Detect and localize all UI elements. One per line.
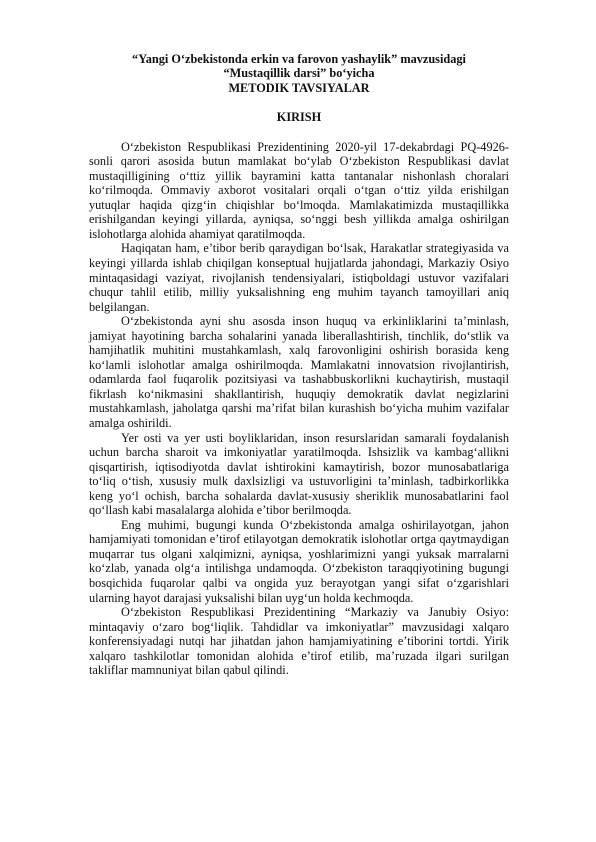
paragraph-1: O‘zbekiston Respublikasi Prezidentining 2020-yil 17-dekabrdagi PQ-4926-sonli qarori asosida butun mamlakat bo‘ylab O‘zbekiston Respublikasi davlat mustaqilligining o‘ttiz yillik bayramini katta tantanalar nishonlash choralari ko‘rilmoqda. Ommaviy axborot vositalari orqali o‘tgan o‘ttiz yilda erishilgan yutuqlar haqida qizg‘in chiqishlar bo‘lmoqda. Mamlakatimizda mustaqillikka erishilgandan keyingi yillarda, ayniqsa, so‘nggi besh yillikda amalga oshirilgan islohotlarga alohida ahamiyat qaratilmoqda. <box>89 139 509 241</box>
paragraph-2: Haqiqatan ham, e’tibor berib qaraydigan bo‘lsak, Harakatlar strategiyasida va keyingi yillarda ishlab chiqilgan konseptual hujjatlarda jahondagi, Markaziy Osiyo mintaqasidagi vaziyat, rivojlanish tendensiyalari, istiqboldagi ustuvor vazifalari chuqur tahlil etilib, milliy yuksalishning eng muhim tayanch tamoyillari aniq belgilangan. <box>89 241 509 314</box>
paragraph-6: O‘zbekiston Respublikasi Prezidentining “Markaziy va Janubiy Osiyo: mintaqaviy o‘zaro bog‘liqlik. Tahdidlar va imkoniyatlar” mavzusidagi xalqaro konferensiyadagi nutqi har jihatdan jahon hamjamiyatining e’tiborini tortdi. Yirik xalqaro tashkilotlar tomonidan alohida e’tirof etilib, ma’ruzada ilgari surilgan takliflar mamnuniyat bilan qabul qilindi. <box>89 605 509 678</box>
title-line-2: “Mustaqillik darsi” bo‘yicha <box>223 66 375 81</box>
paragraph-3: O‘zbekistonda ayni shu asosda inson huquq va erkinliklarini ta’minlash, jamiyat hayotining barcha sohalarini yanada liberallashtirish, tinchlik, do‘stlik va hamjihatlik muhitini mustahkamlash, xalq farovonligini oshirish borasida keng ko‘lamli islohotlar amalga oshirilmoqda. Mamlakatni innovatsion rivojlantirish, odamlarda faol fuqarolik pozitsiyasi va tashabbuskorlikni kuchaytirish, mustaqil fikrlash ko‘nikmasini shakllantirish, huquqiy demokratik davlat negizlarini mustahkamlash, jaholatga qarshi ma’rifat bilan kurashish bo‘yicha muhim vazifalar amalga oshirildi. <box>89 314 509 431</box>
document-title <box>89 52 509 95</box>
paragraph-4: Yer osti va yer usti boyliklaridan, inson resurslaridan samarali foydalanish uchun barcha sharoit va imkoniyatlar yaratilmoqda. Ishsizlik va kambag‘allikni qisqartirish, iqtisodiyotda davlat ishtirokini kamaytirish, bozor munosabatlariga to‘liq o‘tish, xususiy mulk daxlsizligi va ustuvorligini ta’minlash, tadbirkorlikka keng yo‘l ochish, barcha sohalarda davlat-xususiy sheriklik munosabatlarini faol qo‘llash kabi masalalarga alohida e’tibor berilmoqda. <box>89 430 509 518</box>
document-page <box>89 52 509 678</box>
paragraph-5: Eng muhimi, bugungi kunda O‘zbekistonda amalga oshirilayotgan, jahon hamjamiyati tomonidan e’tirof etilayotgan demokratik islohotlar ortga qaytmaydigan muqarrar tus olgani xalqimizni, ayniqsa, yoshlarimizni yangi yuksak marralarni ko‘zlab, yanada olg‘a intilishga undamoqda. O‘zbekiston taraqqiyotining bugungi bosqichida fuqarolar qalbi va ongida yuz berayotgan yangi sifat o‘zgarishlari ularning hayot darajasi yuksalishi bilan uyg‘un holda kechmoqda. <box>89 517 509 605</box>
title-line-3: METODIK TAVSIYALAR <box>228 80 370 95</box>
section-heading-kirish: KIRISH <box>276 110 322 125</box>
title-line-1: “Yangi O‘zbekistonda erkin va farovon yashaylik” mavzusidagi <box>132 52 466 66</box>
